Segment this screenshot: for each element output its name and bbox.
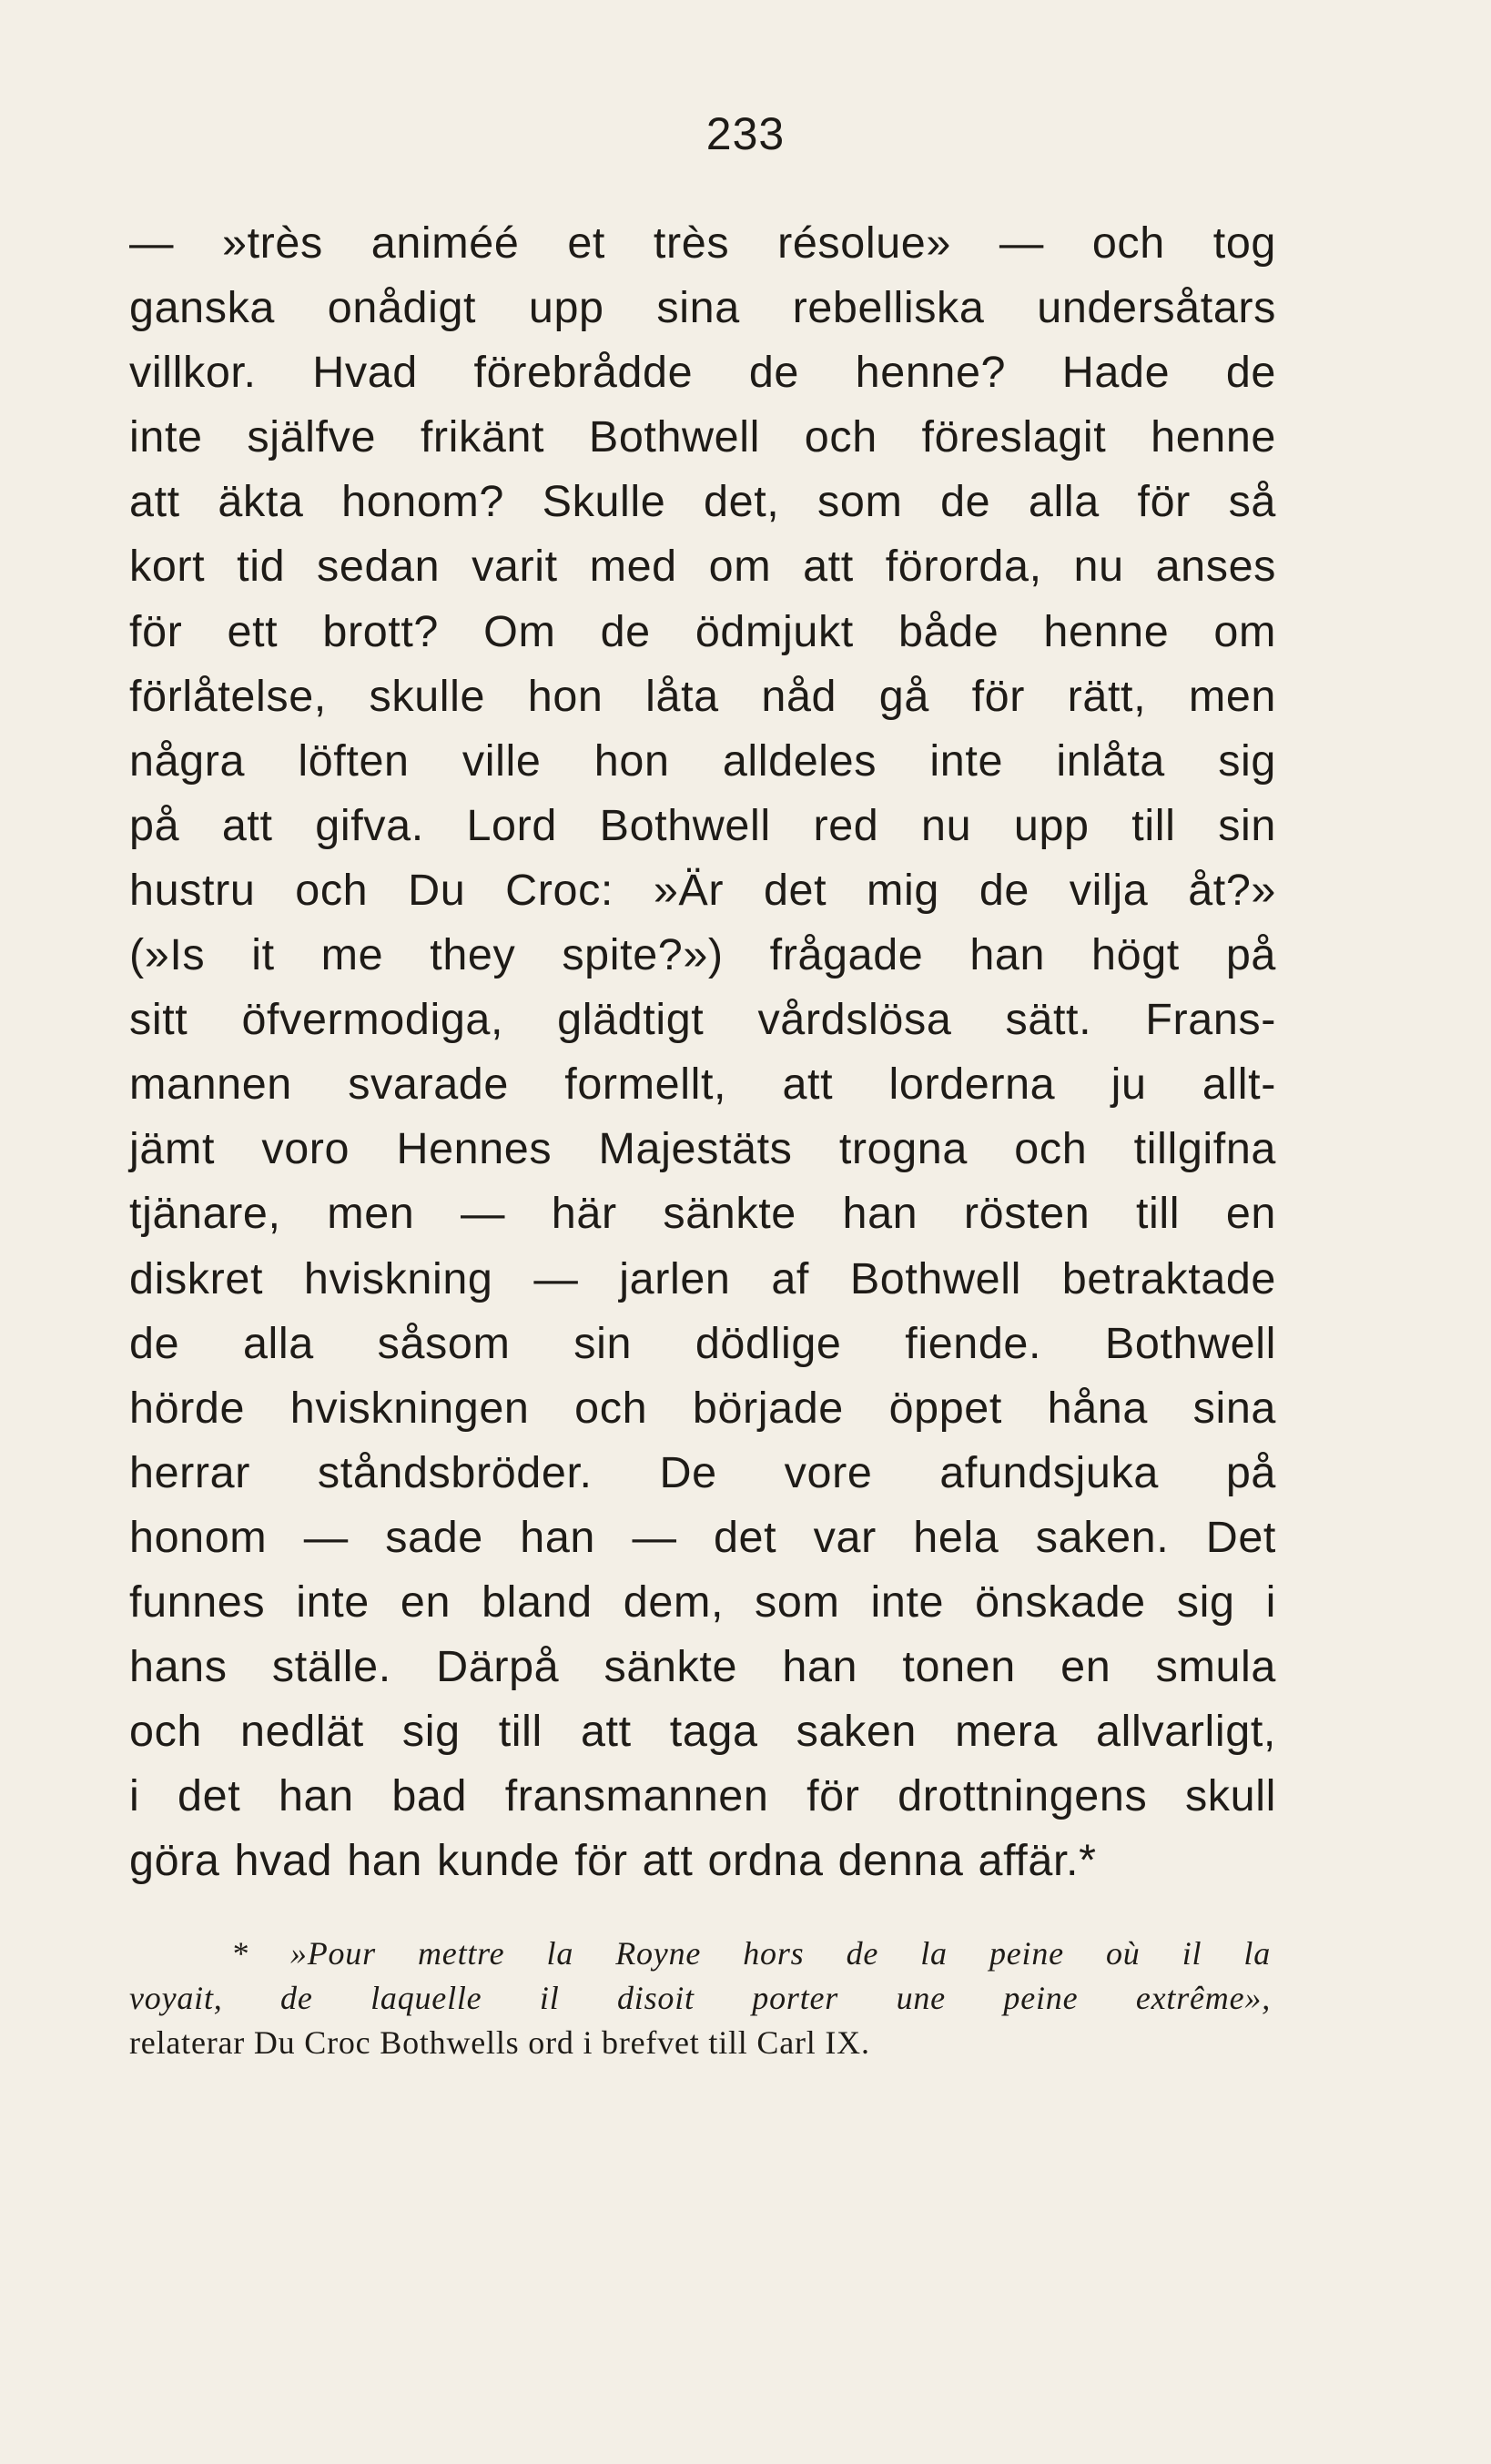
text-line: diskret hviskning — jarlen af Bothwell betraktade bbox=[129, 1253, 1276, 1303]
text-line: på att gifva. Lord Bothwell red nu upp till sin bbox=[129, 800, 1276, 850]
footnote-line: voyait, de laquelle il disoit porter une peine extrême», bbox=[129, 1980, 1271, 2016]
text-line: inte själfve frikänt Bothwell och föreslagit henne bbox=[129, 412, 1276, 462]
text-line: de alla såsom sin dödlige fiende. Bothwell bbox=[129, 1318, 1276, 1368]
text-line: för ett brott? Om de ödmjukt både henne om bbox=[129, 606, 1276, 656]
main-text bbox=[129, 211, 1276, 1893]
text-line: mannen svarade formellt, att lorderna ju allt- bbox=[129, 1060, 1276, 1110]
text-line: i det han bad fransmannen för drottningens skull bbox=[129, 1771, 1276, 1821]
footnote bbox=[129, 1932, 1271, 2065]
footnote-line: relaterar Du Croc Bothwells ord i brefvet till Carl IX. bbox=[129, 2024, 870, 2061]
page-number: 233 bbox=[705, 108, 786, 159]
text-line: herrar ståndsbröder. De vore afundsjuka på bbox=[129, 1447, 1276, 1497]
text-line: ganska onådigt upp sina rebelliska undersåtars bbox=[129, 283, 1276, 333]
text-line: förlåtelse, skulle hon låta nåd gå för rätt, men bbox=[129, 671, 1276, 721]
text-line: att äkta honom? Skulle det, som de alla för så bbox=[129, 477, 1276, 527]
text-line: och nedlät sig till att taga saken mera allvarligt, bbox=[129, 1707, 1276, 1757]
text-line: funnes inte en bland dem, som inte önskade sig i bbox=[129, 1577, 1276, 1627]
text-line: tjänare, men — här sänkte han rösten till en bbox=[129, 1189, 1276, 1239]
text-line: — »très animéé et très résolue» — och tog bbox=[129, 218, 1276, 268]
text-line: sitt öfvermodiga, glädtigt vårdslösa sätt. Frans- bbox=[129, 995, 1276, 1045]
text-line: hustru och Du Croc: »Är det mig de vilja åt?» bbox=[129, 865, 1276, 915]
text-line-final: göra hvad han kunde för att ordna denna affär.* bbox=[129, 1836, 1097, 1886]
footnote-line: * »Pour mettre la Royne hors de la peine où il la bbox=[231, 1935, 1271, 1972]
text-line: hörde hviskningen och började öppet håna sina bbox=[129, 1383, 1276, 1433]
text-line: några löften ville hon alldeles inte inlåta sig bbox=[129, 735, 1276, 786]
text-line: hans ställe. Därpå sänkte han tonen en smula bbox=[129, 1642, 1276, 1692]
text-line: jämt voro Hennes Majestäts trogna och tillgifna bbox=[129, 1124, 1276, 1174]
text-line: kort tid sedan varit med om att förorda, nu anses bbox=[129, 542, 1276, 592]
text-line: (»Is it me they spite?») frågade han högt på bbox=[129, 930, 1276, 980]
text-line: honom — sade han — det var hela saken. Det bbox=[129, 1512, 1276, 1562]
text-line: villkor. Hvad förebrådde de henne? Hade de bbox=[129, 348, 1276, 398]
